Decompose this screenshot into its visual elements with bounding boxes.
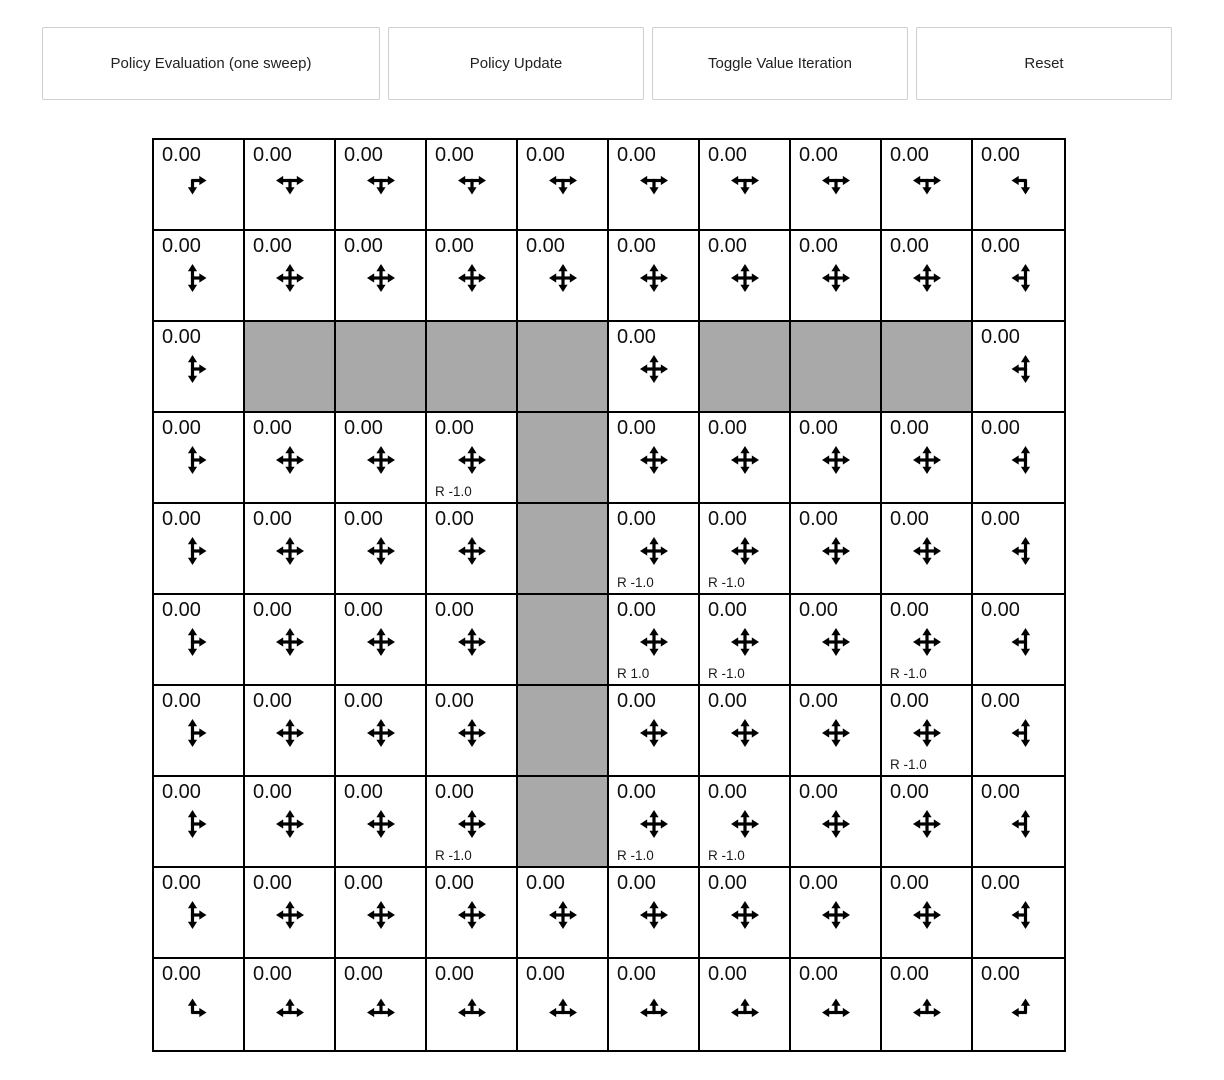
grid-cell-r7-c6 [700,777,791,868]
state-value: 0.00 [435,781,474,803]
grid-cell-r4-c3 [427,504,518,595]
grid-cell-r7-c7 [791,777,882,868]
policy-arrows-icon [268,529,312,573]
policy-arrows-icon [632,711,676,755]
state-value: 0.00 [162,872,201,894]
grid-cell-r6-c0 [154,686,245,777]
state-value: 0.00 [344,690,383,712]
grid-cell-r0-c8 [882,140,973,231]
grid-cell-r7-c9 [973,777,1064,868]
policy-arrows-icon [723,984,767,1028]
state-value: 0.00 [981,417,1020,439]
wall-cell-r7-c4 [518,777,609,868]
state-value: 0.00 [253,235,292,257]
policy-arrows-icon [814,620,858,664]
state-value: 0.00 [344,144,383,166]
policy-arrows-icon [723,165,767,209]
state-value: 0.00 [617,417,656,439]
policy-arrows-icon [177,711,221,755]
policy-arrows-icon [997,802,1041,846]
state-value: 0.00 [981,508,1020,530]
state-value: 0.00 [162,508,201,530]
state-value: 0.00 [799,963,838,985]
reward-label: R -1.0 [890,757,927,772]
policy-arrows-icon [359,802,403,846]
state-value: 0.00 [799,508,838,530]
policy-arrows-icon [905,620,949,664]
policy-arrows-icon [541,893,585,937]
grid-cell-r8-c3 [427,868,518,959]
wall-cell-r6-c4 [518,686,609,777]
grid-cell-r4-c0 [154,504,245,595]
state-value: 0.00 [435,508,474,530]
policy-arrows-icon [632,529,676,573]
grid-cell-r5-c7 [791,595,882,686]
policy-arrows-icon [814,165,858,209]
policy-arrows-icon [723,711,767,755]
grid-cell-r1-c3 [427,231,518,322]
gridworld [152,138,1066,1052]
policy-arrows-icon [905,893,949,937]
state-value: 0.00 [162,599,201,621]
state-value: 0.00 [981,326,1020,348]
state-value: 0.00 [344,781,383,803]
grid-cell-r0-c0 [154,140,245,231]
policy-arrows-icon [359,438,403,482]
grid-cell-r9-c4 [518,959,609,1050]
grid-cell-r4-c9 [973,504,1064,595]
policy-arrows-icon [359,893,403,937]
state-value: 0.00 [981,144,1020,166]
policy-arrows-icon [450,256,494,300]
grid-cell-r5-c1 [245,595,336,686]
grid-cell-r7-c3 [427,777,518,868]
state-value: 0.00 [435,599,474,621]
state-value: 0.00 [617,235,656,257]
reset-button[interactable]: Reset [916,27,1172,100]
reward-label: R -1.0 [708,575,745,590]
reward-label: R -1.0 [617,575,654,590]
policy-arrows-icon [632,984,676,1028]
state-value: 0.00 [708,235,747,257]
grid-cell-r9-c9 [973,959,1064,1050]
state-value: 0.00 [253,963,292,985]
policy-arrows-icon [541,984,585,1028]
policy-arrows-icon [997,529,1041,573]
toggle-value-iteration-button[interactable]: Toggle Value Iteration [652,27,908,100]
policy-arrows-icon [905,984,949,1028]
state-value: 0.00 [344,872,383,894]
state-value: 0.00 [617,963,656,985]
policy-arrows-icon [450,529,494,573]
policy-arrows-icon [450,802,494,846]
reward-label: R -1.0 [708,666,745,681]
grid-cell-r8-c7 [791,868,882,959]
grid-cell-r9-c8 [882,959,973,1050]
state-value: 0.00 [617,599,656,621]
state-value: 0.00 [344,599,383,621]
grid-cell-r8-c6 [700,868,791,959]
reward-label: R -1.0 [617,848,654,863]
policy-arrows-icon [814,529,858,573]
grid-cell-r0-c7 [791,140,882,231]
wall-cell-r2-c6 [700,322,791,413]
state-value: 0.00 [526,872,565,894]
grid-cell-r2-c0 [154,322,245,413]
policy-arrows-icon [632,438,676,482]
grid-cell-r3-c8 [882,413,973,504]
state-value: 0.00 [890,508,929,530]
policy-arrows-icon [177,620,221,664]
policy-arrows-icon [268,256,312,300]
state-value: 0.00 [435,235,474,257]
reward-label: R 1.0 [617,666,650,681]
policy-arrows-icon [359,711,403,755]
policy-arrows-icon [177,893,221,937]
grid-cell-r4-c6 [700,504,791,595]
grid-cell-r9-c1 [245,959,336,1050]
state-value: 0.00 [799,781,838,803]
state-value: 0.00 [162,326,201,348]
grid-cell-r1-c6 [700,231,791,322]
grid-cell-r6-c1 [245,686,336,777]
grid-cell-r0-c4 [518,140,609,231]
state-value: 0.00 [890,599,929,621]
grid-cell-r7-c2 [336,777,427,868]
grid-cell-r6-c8 [882,686,973,777]
grid-cell-r6-c6 [700,686,791,777]
policy-arrows-icon [905,529,949,573]
grid-cell-r6-c5 [609,686,700,777]
policy-arrows-icon [268,893,312,937]
state-value: 0.00 [708,599,747,621]
state-value: 0.00 [890,144,929,166]
policy-arrows-icon [541,256,585,300]
grid-cell-r3-c9 [973,413,1064,504]
state-value: 0.00 [617,508,656,530]
state-value: 0.00 [981,872,1020,894]
policy-arrows-icon [814,256,858,300]
policy-arrows-icon [997,984,1041,1028]
state-value: 0.00 [799,235,838,257]
grid-cell-r6-c2 [336,686,427,777]
policy-arrows-icon [814,893,858,937]
policy-arrows-icon [359,529,403,573]
grid-cell-r1-c8 [882,231,973,322]
policy-arrows-icon [723,529,767,573]
policy-arrows-icon [997,711,1041,755]
grid-cell-r2-c5 [609,322,700,413]
state-value: 0.00 [435,144,474,166]
reward-label: R -1.0 [435,484,472,499]
state-value: 0.00 [890,872,929,894]
grid-cell-r7-c1 [245,777,336,868]
grid-cell-r4-c7 [791,504,882,595]
policy-arrows-icon [450,620,494,664]
policy-arrows-icon [268,802,312,846]
grid-cell-r4-c2 [336,504,427,595]
policy-arrows-icon [268,438,312,482]
state-value: 0.00 [981,235,1020,257]
policy-arrows-icon [632,165,676,209]
policy-arrows-icon [632,256,676,300]
grid-cell-r3-c7 [791,413,882,504]
state-value: 0.00 [435,963,474,985]
policy-arrows-icon [359,984,403,1028]
grid-cell-r0-c5 [609,140,700,231]
grid-cell-r1-c7 [791,231,882,322]
policy-arrows-icon [905,165,949,209]
policy-arrows-icon [268,165,312,209]
grid-cell-r0-c1 [245,140,336,231]
policy-arrows-icon [632,893,676,937]
policy-arrows-icon [632,347,676,391]
policy-evaluation-button[interactable]: Policy Evaluation (one sweep) [42,27,380,100]
grid-cell-r7-c0 [154,777,245,868]
state-value: 0.00 [708,781,747,803]
policy-arrows-icon [177,438,221,482]
grid-cell-r8-c5 [609,868,700,959]
policy-arrows-icon [905,711,949,755]
state-value: 0.00 [162,690,201,712]
wall-cell-r4-c4 [518,504,609,595]
policy-arrows-icon [997,165,1041,209]
state-value: 0.00 [526,963,565,985]
state-value: 0.00 [799,599,838,621]
policy-arrows-icon [450,711,494,755]
grid-cell-r0-c9 [973,140,1064,231]
grid-cell-r9-c5 [609,959,700,1050]
grid-cell-r8-c9 [973,868,1064,959]
policy-arrows-icon [997,347,1041,391]
state-value: 0.00 [799,690,838,712]
grid-cell-r4-c8 [882,504,973,595]
wall-cell-r2-c1 [245,322,336,413]
grid-cell-r9-c0 [154,959,245,1050]
grid-cell-r3-c0 [154,413,245,504]
state-value: 0.00 [617,781,656,803]
state-value: 0.00 [617,690,656,712]
wall-cell-r2-c2 [336,322,427,413]
state-value: 0.00 [799,872,838,894]
policy-arrows-icon [359,256,403,300]
grid-cell-r1-c2 [336,231,427,322]
state-value: 0.00 [344,417,383,439]
grid-cell-r0-c2 [336,140,427,231]
policy-arrows-icon [723,802,767,846]
grid-cell-r7-c5 [609,777,700,868]
state-value: 0.00 [344,963,383,985]
grid-cell-r1-c1 [245,231,336,322]
state-value: 0.00 [253,781,292,803]
grid-cell-r4-c1 [245,504,336,595]
state-value: 0.00 [708,872,747,894]
state-value: 0.00 [162,417,201,439]
policy-arrows-icon [177,802,221,846]
state-value: 0.00 [890,781,929,803]
state-value: 0.00 [981,963,1020,985]
grid-cell-r9-c7 [791,959,882,1050]
policy-arrows-icon [997,256,1041,300]
policy-arrows-icon [177,347,221,391]
grid-cell-r8-c1 [245,868,336,959]
grid-cell-r8-c4 [518,868,609,959]
grid-cell-r6-c7 [791,686,882,777]
grid-cell-r8-c2 [336,868,427,959]
policy-arrows-icon [268,620,312,664]
state-value: 0.00 [162,235,201,257]
state-value: 0.00 [708,690,747,712]
state-value: 0.00 [253,417,292,439]
wall-cell-r2-c8 [882,322,973,413]
grid-cell-r8-c0 [154,868,245,959]
state-value: 0.00 [890,417,929,439]
grid-cell-r1-c5 [609,231,700,322]
toolbar [42,27,1172,100]
policy-arrows-icon [814,802,858,846]
state-value: 0.00 [435,417,474,439]
grid-cell-r5-c0 [154,595,245,686]
state-value: 0.00 [344,508,383,530]
grid-cell-r9-c2 [336,959,427,1050]
policy-arrows-icon [723,620,767,664]
policy-arrows-icon [450,165,494,209]
state-value: 0.00 [162,963,201,985]
state-value: 0.00 [708,144,747,166]
wall-cell-r2-c7 [791,322,882,413]
state-value: 0.00 [981,690,1020,712]
policy-arrows-icon [450,984,494,1028]
grid-cell-r5-c8 [882,595,973,686]
policy-arrows-icon [177,165,221,209]
policy-arrows-icon [997,438,1041,482]
state-value: 0.00 [253,599,292,621]
grid-cell-r3-c6 [700,413,791,504]
grid-cell-r6-c3 [427,686,518,777]
state-value: 0.00 [526,235,565,257]
reward-label: R -1.0 [708,848,745,863]
state-value: 0.00 [708,963,747,985]
grid-cell-r9-c6 [700,959,791,1050]
policy-arrows-icon [905,438,949,482]
grid-cell-r3-c5 [609,413,700,504]
state-value: 0.00 [253,690,292,712]
wall-cell-r2-c3 [427,322,518,413]
state-value: 0.00 [617,872,656,894]
state-value: 0.00 [708,417,747,439]
policy-arrows-icon [723,256,767,300]
state-value: 0.00 [162,781,201,803]
grid-cell-r5-c6 [700,595,791,686]
state-value: 0.00 [435,872,474,894]
grid-cell-r9-c3 [427,959,518,1050]
wall-cell-r5-c4 [518,595,609,686]
policy-arrows-icon [814,984,858,1028]
grid-cell-r4-c5 [609,504,700,595]
state-value: 0.00 [617,326,656,348]
state-value: 0.00 [981,781,1020,803]
policy-arrows-icon [450,438,494,482]
state-value: 0.00 [708,508,747,530]
policy-arrows-icon [905,256,949,300]
state-value: 0.00 [253,872,292,894]
reward-label: R -1.0 [435,848,472,863]
policy-arrows-icon [177,984,221,1028]
policy-arrows-icon [632,620,676,664]
grid-cell-r6-c9 [973,686,1064,777]
state-value: 0.00 [799,144,838,166]
policy-arrows-icon [268,711,312,755]
policy-arrows-icon [450,893,494,937]
reward-label: R -1.0 [890,666,927,681]
policy-arrows-icon [359,165,403,209]
policy-arrows-icon [997,893,1041,937]
state-value: 0.00 [253,144,292,166]
policy-arrows-icon [541,165,585,209]
grid-cell-r3-c3 [427,413,518,504]
state-value: 0.00 [799,417,838,439]
state-value: 0.00 [981,599,1020,621]
grid-cell-r5-c5 [609,595,700,686]
grid-cell-r7-c8 [882,777,973,868]
state-value: 0.00 [890,235,929,257]
grid-cell-r8-c8 [882,868,973,959]
policy-arrows-icon [905,802,949,846]
state-value: 0.00 [890,690,929,712]
wall-cell-r3-c4 [518,413,609,504]
wall-cell-r2-c4 [518,322,609,413]
state-value: 0.00 [890,963,929,985]
state-value: 0.00 [344,235,383,257]
grid-cell-r2-c9 [973,322,1064,413]
state-value: 0.00 [617,144,656,166]
policy-arrows-icon [723,438,767,482]
policy-arrows-icon [814,711,858,755]
state-value: 0.00 [162,144,201,166]
policy-update-button[interactable]: Policy Update [388,27,644,100]
policy-arrows-icon [177,256,221,300]
policy-arrows-icon [814,438,858,482]
grid-cell-r1-c0 [154,231,245,322]
policy-arrows-icon [359,620,403,664]
grid-cell-r1-c9 [973,231,1064,322]
policy-arrows-icon [723,893,767,937]
state-value: 0.00 [526,144,565,166]
grid-cell-r0-c3 [427,140,518,231]
policy-arrows-icon [632,802,676,846]
grid-cell-r3-c1 [245,413,336,504]
policy-arrows-icon [997,620,1041,664]
grid-cell-r3-c2 [336,413,427,504]
policy-arrows-icon [268,984,312,1028]
grid-cell-r0-c6 [700,140,791,231]
grid-cell-r1-c4 [518,231,609,322]
grid-cell-r5-c2 [336,595,427,686]
policy-arrows-icon [177,529,221,573]
state-value: 0.00 [253,508,292,530]
grid-cell-r5-c3 [427,595,518,686]
grid-cell-r5-c9 [973,595,1064,686]
state-value: 0.00 [435,690,474,712]
